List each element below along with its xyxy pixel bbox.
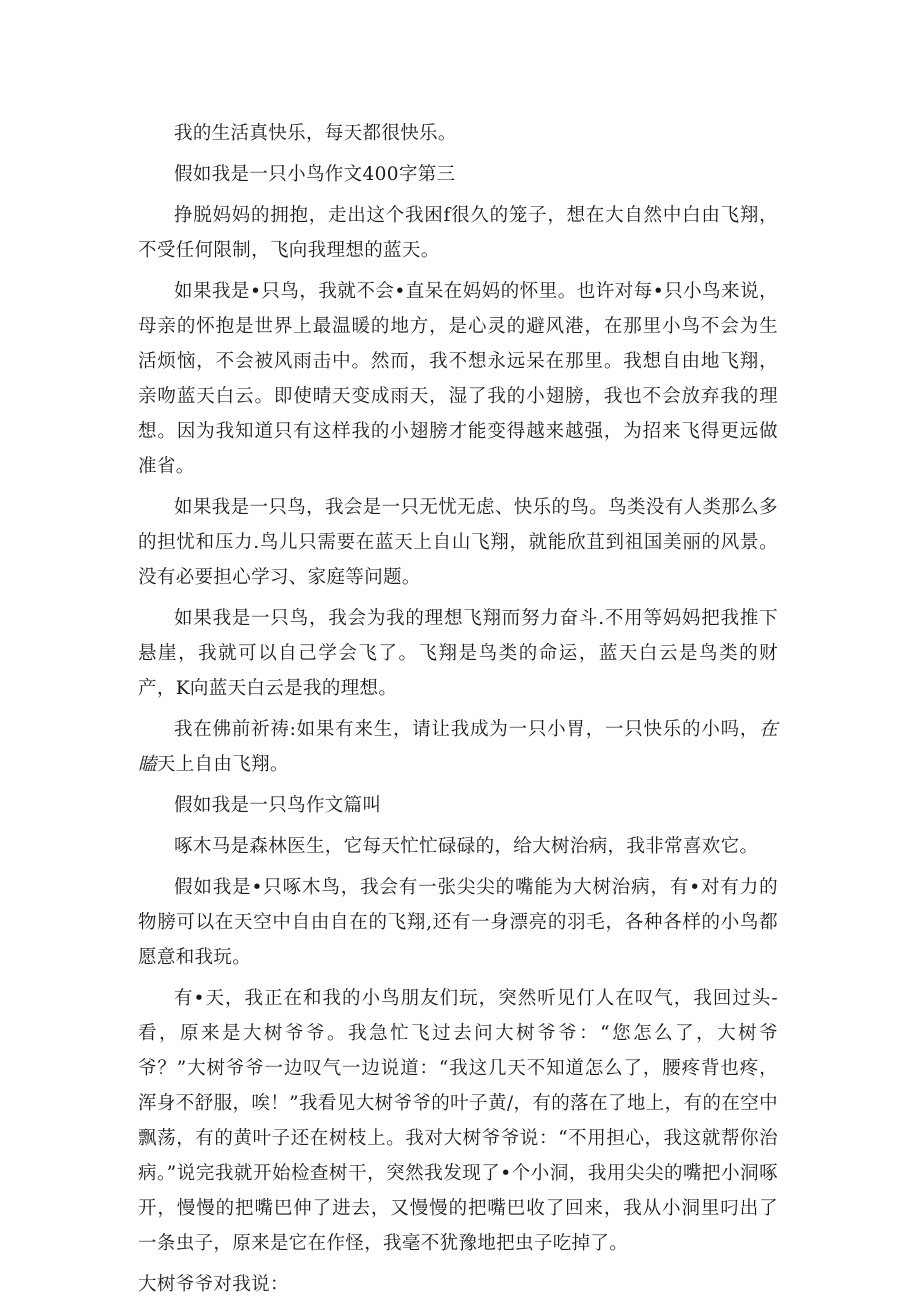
paragraph-10: 大树爷爷对我说： (138, 1274, 289, 1295)
paragraph-3: 如果我是•只鸟，我就不会•直呆在妈妈的怀里。也许对每•只小鸟来说，母亲的怀抱是世界上最温暖的地方，是心灵的避风港，在那里小鸟不会为生活烦恼，不会被风雨击中。然而，我不想永远呆在那里。我想自由地飞翔，亲吻蓝天白云。即使晴天变成雨天，湿了我的小翅膀，我也不会放弃我的理想。因为我知道只有这样我的小翅膀才能变得越来越强，为招来飞得更远做准省。 (138, 281, 778, 477)
paragraph-7: 啄木马是森林医生，它每天忙忙碌碌的，给大树治病，我非常喜欢它。 (174, 836, 759, 857)
paragraph-4: 如果我是一只鸟，我会是一只无忧无虑、快乐的鸟。鸟类没有人类那么多的担忧和压力.鸟儿只需要在蓝天上自山飞翔，就能欣苴到祖国美丽的风景。没有必要担心学习、家庭等问题。 (138, 497, 778, 588)
paragraph-1: 我的生活真快乐，每天都很快乐。 (174, 123, 457, 144)
paragraph-6-italic-text: 在瞌 (138, 719, 778, 775)
paragraph-6-text-after: 天上自由飞翔。 (156, 754, 289, 775)
section-heading-4: 假如我是一只鸟作文篇叫 (174, 795, 382, 816)
section-heading-3: 假如我是一只小鸟作文400字第三 (174, 164, 456, 185)
paragraph-2: 挣脱妈妈的拥抱，走出这个我困f很久的笼子，想在大自然中白由飞翔，不受任何限制，飞向我理想的蓝天。 (138, 205, 778, 261)
paragraph-6-text-before: 我在佛前祈祷:如果有来生，请让我成为一只小胃，一只快乐的小吗， (174, 719, 760, 740)
paragraph-9: 有•天，我正在和我的小鸟朋友们玩，突然听见仃人在叹气，我回过头-看，原来是大树爷爷。我急忙飞过去问大树爷爷：“您怎么了，大树爷爷？”大树爷爷一边叹气一边说道：“我这几天不知道怎么了，腰疼背也疼，浑身不舒服，唉！”我看见大树爷爷的叶子黄/，有的落在了地上，有的在空中飘荡，有的黄叶子还在树枝上。我对大树爷爷说：“不用担心，我这就帮你治病。”说完我就开始检查树干，突然我发现了•个小洞，我用尖尖的嘴把小洞啄开，慢慢的把嘴巴伸了进去，又慢慢的把嘴巴收了回来，我从小洞里叼出了一条虫子，原来是它在作怪，我毫不犹豫地把虫子吃掉了。 (138, 988, 778, 1254)
paragraph-6 (138, 712, 778, 782)
document-body (138, 116, 778, 1308)
paragraph-5: 如果我是一只鸟，我会为我的理想飞翔而努力奋斗.不用等妈妈把我推下悬崖，我就可以自己学会飞了。飞翔是鸟类的命运，蓝天白云是鸟类的财产，K向蓝天白云是我的理想。 (138, 608, 778, 699)
paragraph-8: 假如我是•只啄木鸟，我会有一张尖尖的嘴能为大树治病，有•对有力的物膀可以在天空中自由自在的飞翔,还有一身漂亮的羽毛，各种各样的小鸟都愿意和我玩。 (138, 877, 778, 968)
